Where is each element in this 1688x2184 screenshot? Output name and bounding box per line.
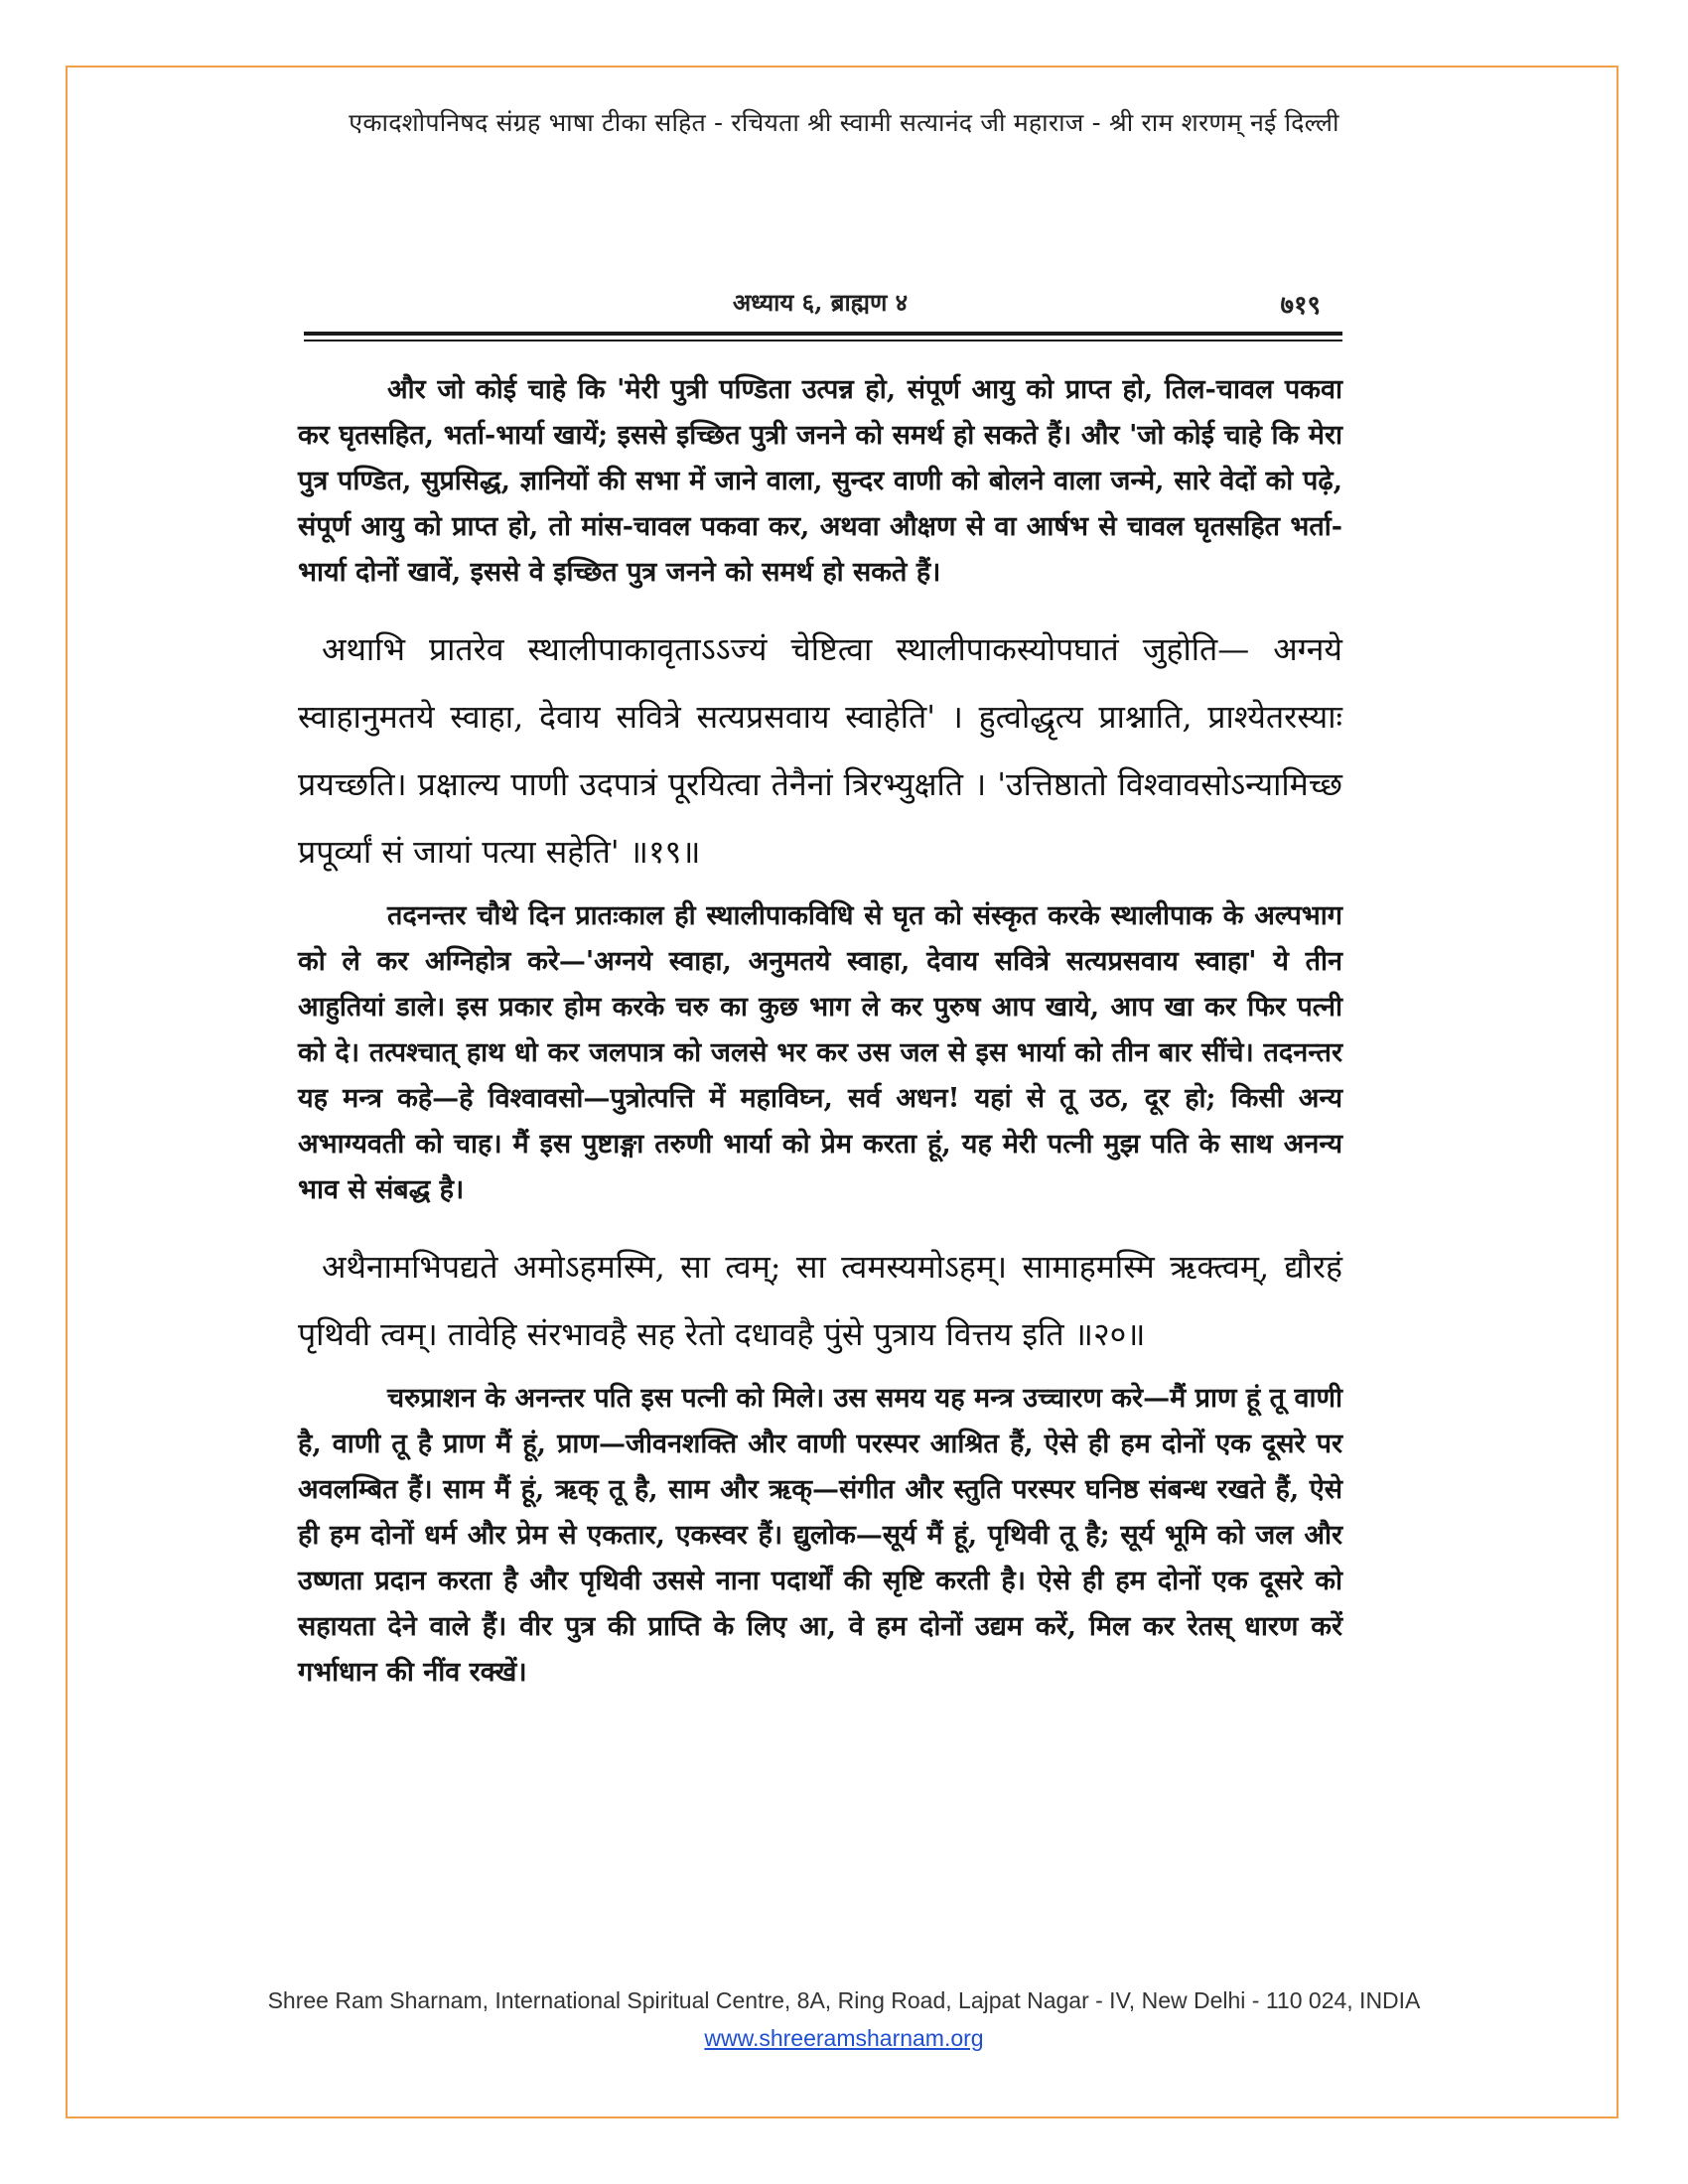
chapter-heading: अध्याय ६, ब्राह्मण ४ — [732, 288, 909, 317]
header-rule-thin — [304, 340, 1342, 341]
scanned-page — [298, 268, 1342, 1956]
header-rule-thick — [304, 332, 1342, 336]
sanskrit-verse-19: अथाभि प्रातरेव स्थालीपाकावृताऽऽज्यं चेष्टित्वा स्थालीपाकस्योपघातं जुहोति— अग्नये स्वाहानुमतये स्वाहा, देवाय सवित्रे सत्यप्रसवाय स्वाहेति' । हुत्वोद्धृत्य प्राश्नाति, प्राश्येतरस्याः प्रयच्छति। प्रक्षाल्य पाणी उदपात्रं पूरयित्वा तेनैनां त्रिरभ्युक्षति । 'उत्तिष्ठातो विश्वावसोऽन्यामिच्छ प्रपूर्व्यां सं जायां पत्या सहेति' ॥१९॥ — [298, 630, 1342, 871]
page-number: ७१९ — [1280, 291, 1321, 321]
page-body — [298, 367, 1342, 1696]
footer-address: Shree Ram Sharnam, International Spiritual Centre, 8A, Ring Road, Lajpat Nagar - IV, New Delhi - 110 024, INDIA — [267, 1987, 1421, 2013]
document-header: एकादशोपनिषद संग्रह भाषा टीका सहित - रचियता श्री स्वामी सत्यानंद जी महाराज - श्री राम शरणम् नई दिल्ली — [349, 108, 1339, 137]
website-link[interactable]: www.shreeramsharnam.org — [704, 2025, 984, 2051]
commentary-paragraph-1: और जो कोई चाहे कि 'मेरी पुत्री पण्डिता उत्पन्न हो, संपूर्ण आयु को प्राप्त हो, तिल-चावल पकवा कर घृतसहित, भर्ता-भार्या खायें; इससे इच्छित पुत्री जनने को समर्थ हो सकते हैं। और 'जो कोई चाहे कि मेरा पुत्र पण्डित, सुप्रसिद्ध, ज्ञानियों की सभा में जाने वाला, सुन्दर वाणी को बोलने वाला जन्मे, सारे वेदों को पढ़े, संपूर्ण आयु को प्राप्त हो, तो मांस-चावल पकवा कर, अथवा औक्षण से वा आर्षभ से चावल घृतसहित भर्ता-भार्या दोनों खावें, इससे वे इच्छित पुत्र जनने को समर्थ हो सकते हैं। — [298, 374, 1342, 588]
sanskrit-verse-20: अथैनामभिपद्यते अमोऽहमस्मि, सा त्वम्; सा त्वमस्यमोऽहम्। सामाहमस्मि ऋक्त्वम्, द्यौरहं पृथिवी त्वम्। तावेहि संरभावहै सह रेतो दधावहै पुंसे पुत्राय वित्तय इति ॥२०॥ — [298, 1248, 1342, 1353]
footer-website — [0, 2025, 1688, 2052]
running-head — [298, 286, 1342, 326]
commentary-paragraph-2: तदनन्तर चौथे दिन प्रातःकाल ही स्थालीपाकविधि से घृत को संस्कृत करके स्थालीपाक के अल्पभाग को ले कर अग्निहोत्र करे—'अग्नये स्वाहा, अनुमतये स्वाहा, देवाय सवित्रे सत्यप्रसवाय स्वाहा' ये तीन आहुतियां डाले। इस प्रकार होम करके चरु का कुछ भाग ले कर पुरुष आप खाये, आप खा कर फिर पत्नी को दे। तत्पश्चात् हाथ धो कर जलपात्र को जलसे भर कर उस जल से इस भार्या को तीन बार सींचे। तदनन्तर यह मन्त्र कहे—हे विश्वावसो—पुत्रोत्पत्ति में महाविघ्न, सर्व अधन! यहां से तू उठ, दूर हो; किसी अन्य अभाग्यवती को चाह। मैं इस पुष्टाङ्गा तरुणी भार्या को प्रेम करता हूं, यह मेरी पत्नी मुझ पति के साथ अनन्य भाव से संबद्ध है। — [298, 900, 1342, 1205]
commentary-paragraph-3: चरुप्राशन के अनन्तर पति इस पत्नी को मिले। उस समय यह मन्त्र उच्चारण करे—मैं प्राण हूं तू वाणी है, वाणी तू है प्राण मैं हूं, प्राण—जीवनशक्ति और वाणी परस्पर आश्रित हैं, ऐसे ही हम दोनों एक दूसरे पर अवलम्बित हैं। साम मैं हूं, ऋक् तू है, साम और ऋक्—संगीत और स्तुति परस्पर घनिष्ठ संबन्ध रखते हैं, ऐसे ही हम दोनों धर्म और प्रेम से एकतार, एकस्वर हैं। द्युलोक—सूर्य मैं हूं, पृथिवी तू है; सूर्य भूमि को जल और उष्णता प्रदान करता है और पृथिवी उससे नाना पदार्थों की सृष्टि करती है। ऐसे ही हम दोनों एक दूसरे को सहायता देने वाले हैं। वीर पुत्र की प्राप्ति के लिए आ, वे हम दोनों उद्यम करें, मिल कर रेतस् धारण करें गर्भाधान की नींव रक्खें। — [298, 1383, 1342, 1688]
